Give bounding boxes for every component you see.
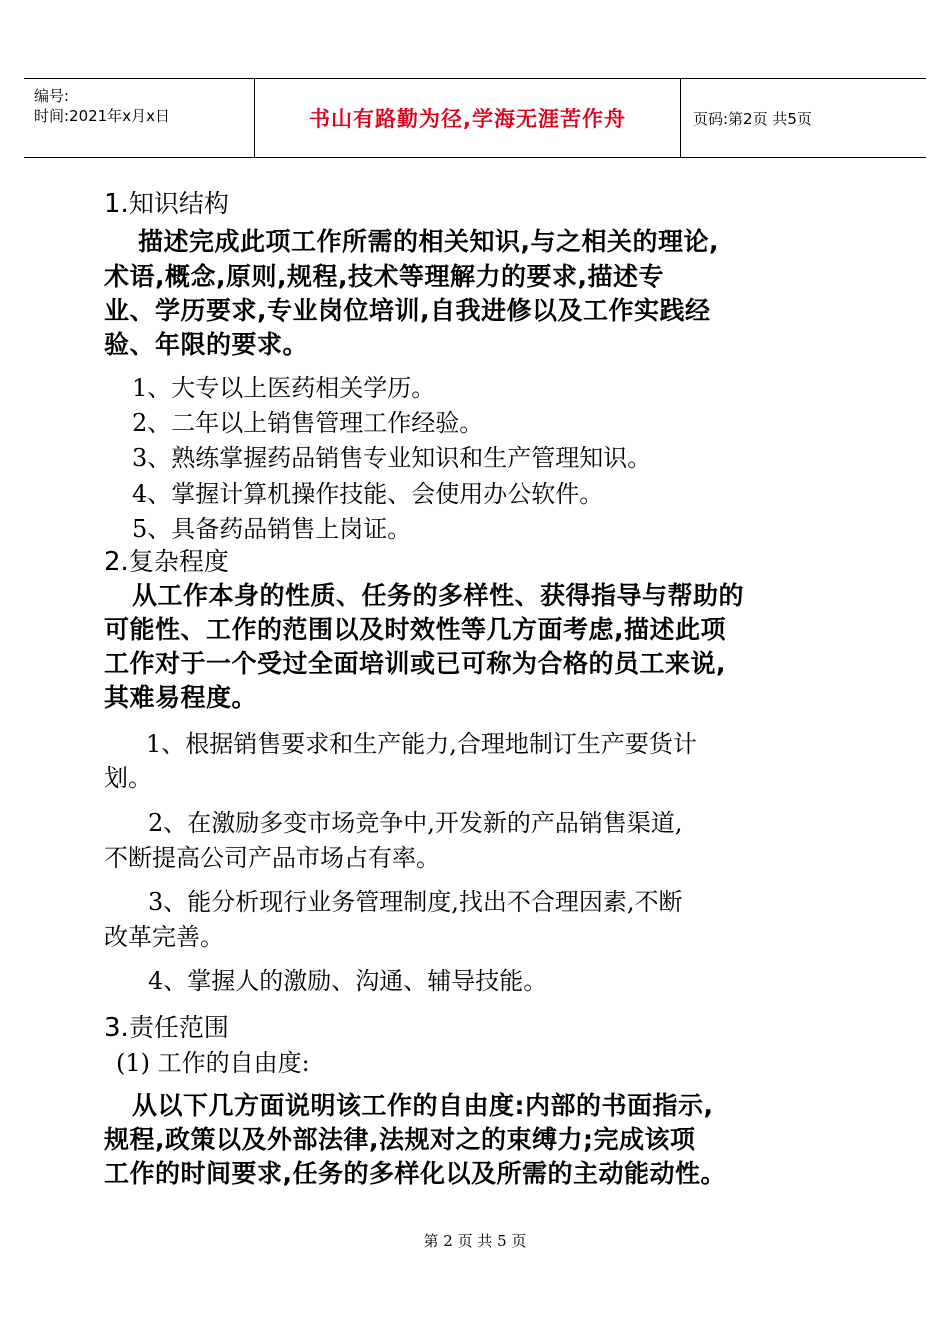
section1-desc-line: 业、学历要求,专业岗位培训,自我进修以及工作实践经 (104, 296, 711, 325)
section2-item-line: 不断提高公司产品市场占有率。 (104, 844, 440, 872)
section2-item-line: 3、能分析现行业务管理制度,找出不合理因素,不断 (148, 888, 683, 916)
section3-number: 3. (104, 1013, 129, 1043)
header-meta-cell (24, 79, 255, 157)
section1-heading (104, 184, 229, 220)
section2-heading (104, 542, 229, 578)
section1-list-item: 1、大专以上医药相关学历。 (132, 374, 436, 402)
section3-desc-line: 规程,政策以及外部法律,法规对之的束缚力;完成该项 (104, 1125, 696, 1154)
section3-desc-line: 工作的时间要求,任务的多样化以及所需的主动能动性。 (104, 1159, 726, 1188)
document-time-label: 时间:2021年x月x日 (34, 107, 170, 125)
header-table (24, 78, 926, 158)
section2-item-line: 1、根据销售要求和生产能力,合理地制订生产要货计 (146, 730, 697, 758)
section2-desc-line: 其难易程度。 (104, 683, 258, 712)
section1-title: 知识结构 (128, 189, 229, 218)
section3-heading (104, 1008, 229, 1044)
page-footer: 第 2 页 共 5 页 (423, 1232, 527, 1250)
section3-subtitle: (1) 工作的自由度: (116, 1049, 310, 1077)
section2-item-line: 2、在激励多变市场竞争中,开发新的产品销售渠道, (148, 809, 683, 837)
section3-desc-line: 从以下几方面说明该工作的自由度:内部的书面指示, (132, 1091, 714, 1120)
section2-desc-line: 工作对于一个受过全面培训或已可称为合格的员工来说, (104, 649, 726, 678)
section1-list-item: 5、具备药品销售上岗证。 (132, 515, 412, 543)
section2-number: 2. (104, 547, 129, 577)
header-motto-cell (255, 79, 681, 157)
section2-desc-line: 可能性、工作的范围以及时效性等几方面考虑,描述此项 (104, 615, 726, 644)
section2-item-line: 划。 (104, 764, 152, 792)
section2-title: 复杂程度 (128, 547, 229, 576)
section2-item-line: 4、掌握人的激励、沟通、辅导技能。 (148, 967, 548, 995)
section1-number: 1. (104, 189, 129, 219)
section1-desc-line: 术语,概念,原则,规程,技术等理解力的要求,描述专 (104, 262, 664, 291)
header-page-label: 页码:第2页 共5页 (693, 109, 812, 128)
header-motto: 书山有路勤为径,学海无涯苦作舟 (309, 107, 626, 131)
section3-title: 责任范围 (128, 1013, 229, 1042)
section1-desc-line: 验、年限的要求。 (104, 330, 309, 359)
section1-list-item: 2、二年以上销售管理工作经验。 (132, 409, 484, 437)
section1-desc-line: 描述完成此项工作所需的相关知识,与之相关的理论, (138, 227, 719, 256)
section2-item-line: 改革完善。 (104, 923, 224, 951)
section1-list-item: 3、熟练掌握药品销售专业知识和生产管理知识。 (132, 444, 652, 472)
section1-list-item: 4、掌握计算机操作技能、会使用办公软件。 (132, 480, 604, 508)
section2-desc-line: 从工作本身的性质、任务的多样性、获得指导与帮助的 (132, 581, 745, 610)
document-number-label: 编号: (34, 87, 70, 105)
header-page-cell (681, 79, 926, 157)
